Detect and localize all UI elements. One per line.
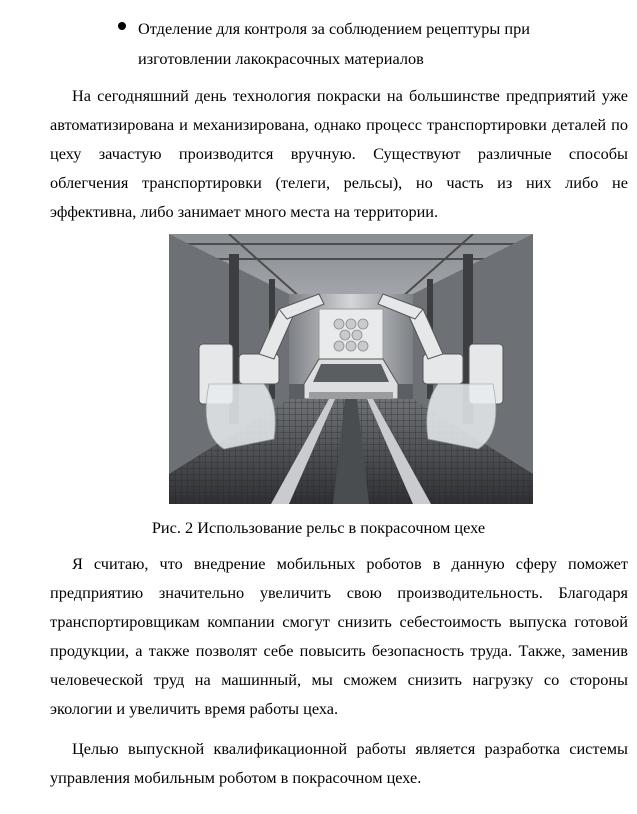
bullet-item-text: Отделение для контроля за соблюдением рецептуры при изготовлении лакокрасочных материалов: [138, 19, 530, 68]
paint-shop-illustration: [169, 234, 533, 504]
paragraph-opinion: Я считаю, что внедрение мобильных роботов в данную сферу поможет предприятию значительно увеличить свою производительность. Благодаря транспортировщикам компании смогут снизить себестоимость выпуска готовой продукции, а также позволят себе повысить безопасность труда. Также, заменив человеческой труд на машинный, мы сможем снизить нагрузку со стороны экологии и увеличить время работы цеха.: [50, 554, 628, 718]
figure-caption: Рис. 2 Использование рельс в покрасочном цехе: [151, 518, 486, 537]
paragraph-goal: Целью выпускной квалификационной работы является разработка системы управления мобильным роботом в покрасочном цехе.: [50, 739, 628, 787]
bullet-marker: [118, 22, 126, 30]
paragraph-intro: На сегодняшний день технология покраски на большинстве предприятий уже автоматизирована и механизирована, однако процесс транспортировки деталей по цеху зачастую производится вручную. Существуют различные способы облегчения транспортировки (телеги, рельсы), но часть из них либо не эффективна, либо занимает много места на территории.: [50, 86, 628, 221]
paint-shop-photo: [169, 234, 533, 504]
